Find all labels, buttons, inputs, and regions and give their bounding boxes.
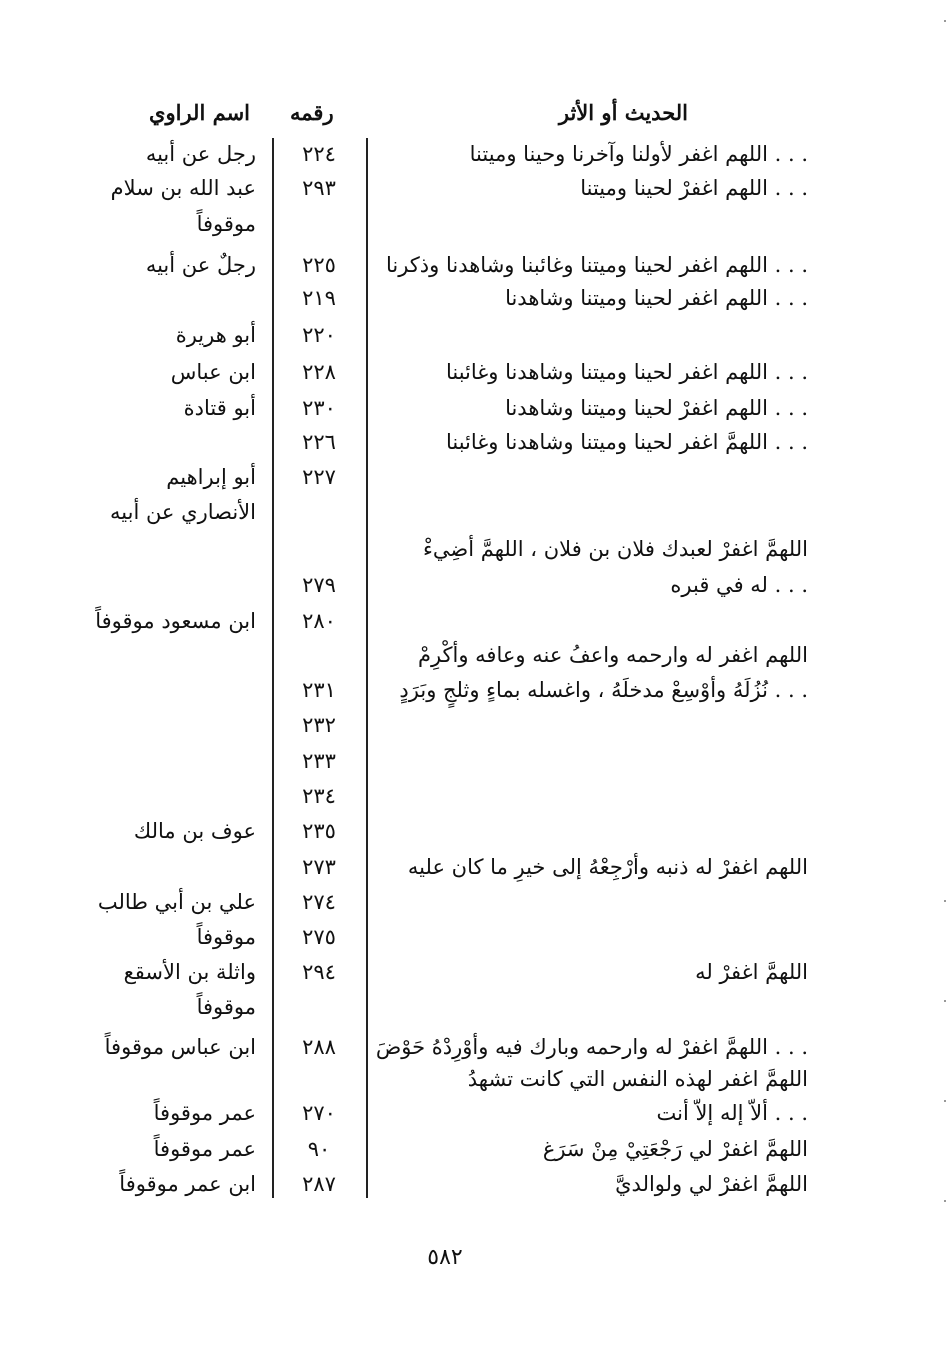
narrator-name: واثلة بن الأسقع xyxy=(123,960,256,984)
narrator-name: أبو إبراهيم xyxy=(166,465,256,489)
page-number: ٥٨٢ xyxy=(427,1245,463,1270)
header-hadith: الحديث أو الأثر xyxy=(558,100,688,125)
hadith-line: اللهم اغفرْ له ذنبه وأرْجِعْهُ إلى خيرِ ما كان عليه xyxy=(407,855,808,879)
narrator-name: عبد الله بن سلام xyxy=(110,176,256,200)
scan-mark xyxy=(944,20,946,22)
hadith-number: ٢٧٩ xyxy=(302,573,336,597)
narrator-name: رجل عن أبيه xyxy=(145,142,256,166)
hadith-number: ٢٨٠ xyxy=(302,609,336,633)
hadith-line: اللهم اغفرْ لحينا وميتنا وشاهدنا . . . xyxy=(505,396,808,420)
narrator-name: عمر موقوفاً xyxy=(153,1137,256,1161)
hadith-line: اللهم اغفرْ لحينا وميتنا . . . xyxy=(580,176,808,200)
hadith-line: اللهمَّ اغفرْ له وارحمه وبارك فيه وأوْرِدْهُ حَوْضَ . . . xyxy=(375,1035,808,1059)
narrator-name: علي بن أبي طالب xyxy=(97,890,256,914)
narrator-name: ابن عمر موقوفاً xyxy=(119,1172,256,1196)
hadith-number: ٢٣٠ xyxy=(302,396,336,420)
narrator-name: موقوفاً xyxy=(196,925,256,949)
hadith-line: اللهمَّ اغفرْ لعبدك فلان بن فلان ، اللهمَّ أضِيءْ xyxy=(423,537,808,561)
narrator-name: ابن عباس موقوفاً xyxy=(104,1035,256,1059)
hadith-number: ٢٣٤ xyxy=(302,784,336,808)
header-number: رقمه xyxy=(290,100,334,125)
hadith-line: اللهمَّ اغفرْ لي ولوالديَّ xyxy=(615,1172,808,1196)
narrator-name: موقوفاً xyxy=(196,995,256,1019)
hadith-number: ٢٢٤ xyxy=(302,142,336,166)
scan-mark xyxy=(944,900,946,902)
narrator-name: موقوفاً xyxy=(196,212,256,236)
hadith-line: اللهم اغفر لحينا وميتنا وشاهدنا وغائبنا . . . xyxy=(445,360,808,384)
narrator-name: الأنصاري عن أبيه xyxy=(110,500,256,524)
hadith-number: ٢٣٣ xyxy=(302,749,336,773)
hadith-number: ٢١٩ xyxy=(302,286,336,310)
scan-mark xyxy=(944,1200,946,1202)
scan-mark xyxy=(944,1000,946,1002)
narrator-name: عوف بن مالك xyxy=(133,819,256,843)
hadith-line: اللهمَّ اغفرْ لي رَجْعَتِيْ مِنْ سَرَغ xyxy=(542,1137,808,1161)
hadith-line: ألاّ إله إلاّ أنت . . . xyxy=(656,1101,808,1125)
hadith-number: ٢٩٣ xyxy=(302,176,336,200)
narrator-name: رجلٌ عن أبيه xyxy=(145,253,256,277)
hadith-number: ٢٨٧ xyxy=(302,1172,336,1196)
hadith-number: ٢٧٣ xyxy=(302,855,336,879)
scan-mark xyxy=(944,1100,946,1102)
hadith-number: ٢٢٨ xyxy=(302,360,336,384)
hadith-number: ٢٢٦ xyxy=(302,430,336,454)
hadith-number: ٢٢٠ xyxy=(302,323,336,347)
hadith-number: ٢٩٤ xyxy=(302,960,336,984)
hadith-number: ٢٧٠ xyxy=(302,1101,336,1125)
hadith-line: اللهمَّ اغفرْ له xyxy=(695,960,808,984)
narrator-name: ابن عباس xyxy=(170,360,256,384)
hadith-number: ٢٧٤ xyxy=(302,890,336,914)
separator-hadith-number xyxy=(366,138,368,1198)
header-narrator: اسم الراوي xyxy=(149,100,250,125)
hadith-line: له في قبره . . . xyxy=(670,573,808,597)
hadith-number: ٢٨٨ xyxy=(302,1035,336,1059)
hadith-number: ٢٢٧ xyxy=(302,465,336,489)
hadith-line: اللهم اغفر لحينا وميتنا وشاهدنا . . . xyxy=(505,286,808,310)
separator-number-narrator xyxy=(272,138,274,1198)
hadith-number: ٢٣٢ xyxy=(302,713,336,737)
hadith-number: ٢٣١ xyxy=(302,678,336,702)
hadith-number: ٢٣٥ xyxy=(302,819,336,843)
hadith-line: اللهم اغفر له وارحمه واعفُ عنه وعافه وأكْرِمْ xyxy=(417,643,808,667)
hadith-number: ٢٢٥ xyxy=(302,253,336,277)
narrator-name: ابن مسعود موقوفاً xyxy=(95,609,256,633)
hadith-line: اللهم اغفر لأولنا وآخرنا وحينا وميتنا . . . xyxy=(469,142,808,166)
narrator-name: عمر موقوفاً xyxy=(153,1101,256,1125)
narrator-name: أبو قتادة xyxy=(183,396,256,420)
hadith-line: نُزُلَهُ وأوْسِعْ مدخلَهُ ، واغسله بماءٍ وثلجٍ وبَرَدٍ . . . xyxy=(399,678,808,702)
hadith-number: ٢٧٥ xyxy=(302,925,336,949)
hadith-line: اللهمَّ اغفر لحينا وميتنا وشاهدنا وغائبنا . . . xyxy=(445,430,808,454)
hadith-line: اللهم اغفر لحينا وميتنا وغائبنا وشاهدنا وذكرنا . . . xyxy=(385,253,808,277)
hadith-line: اللهمَّ اغفر لهذه النفس التي كانت تشهدُ xyxy=(467,1067,808,1091)
narrator-name: أبو هريرة xyxy=(175,323,256,347)
hadith-number: ٩٠ xyxy=(307,1137,331,1161)
